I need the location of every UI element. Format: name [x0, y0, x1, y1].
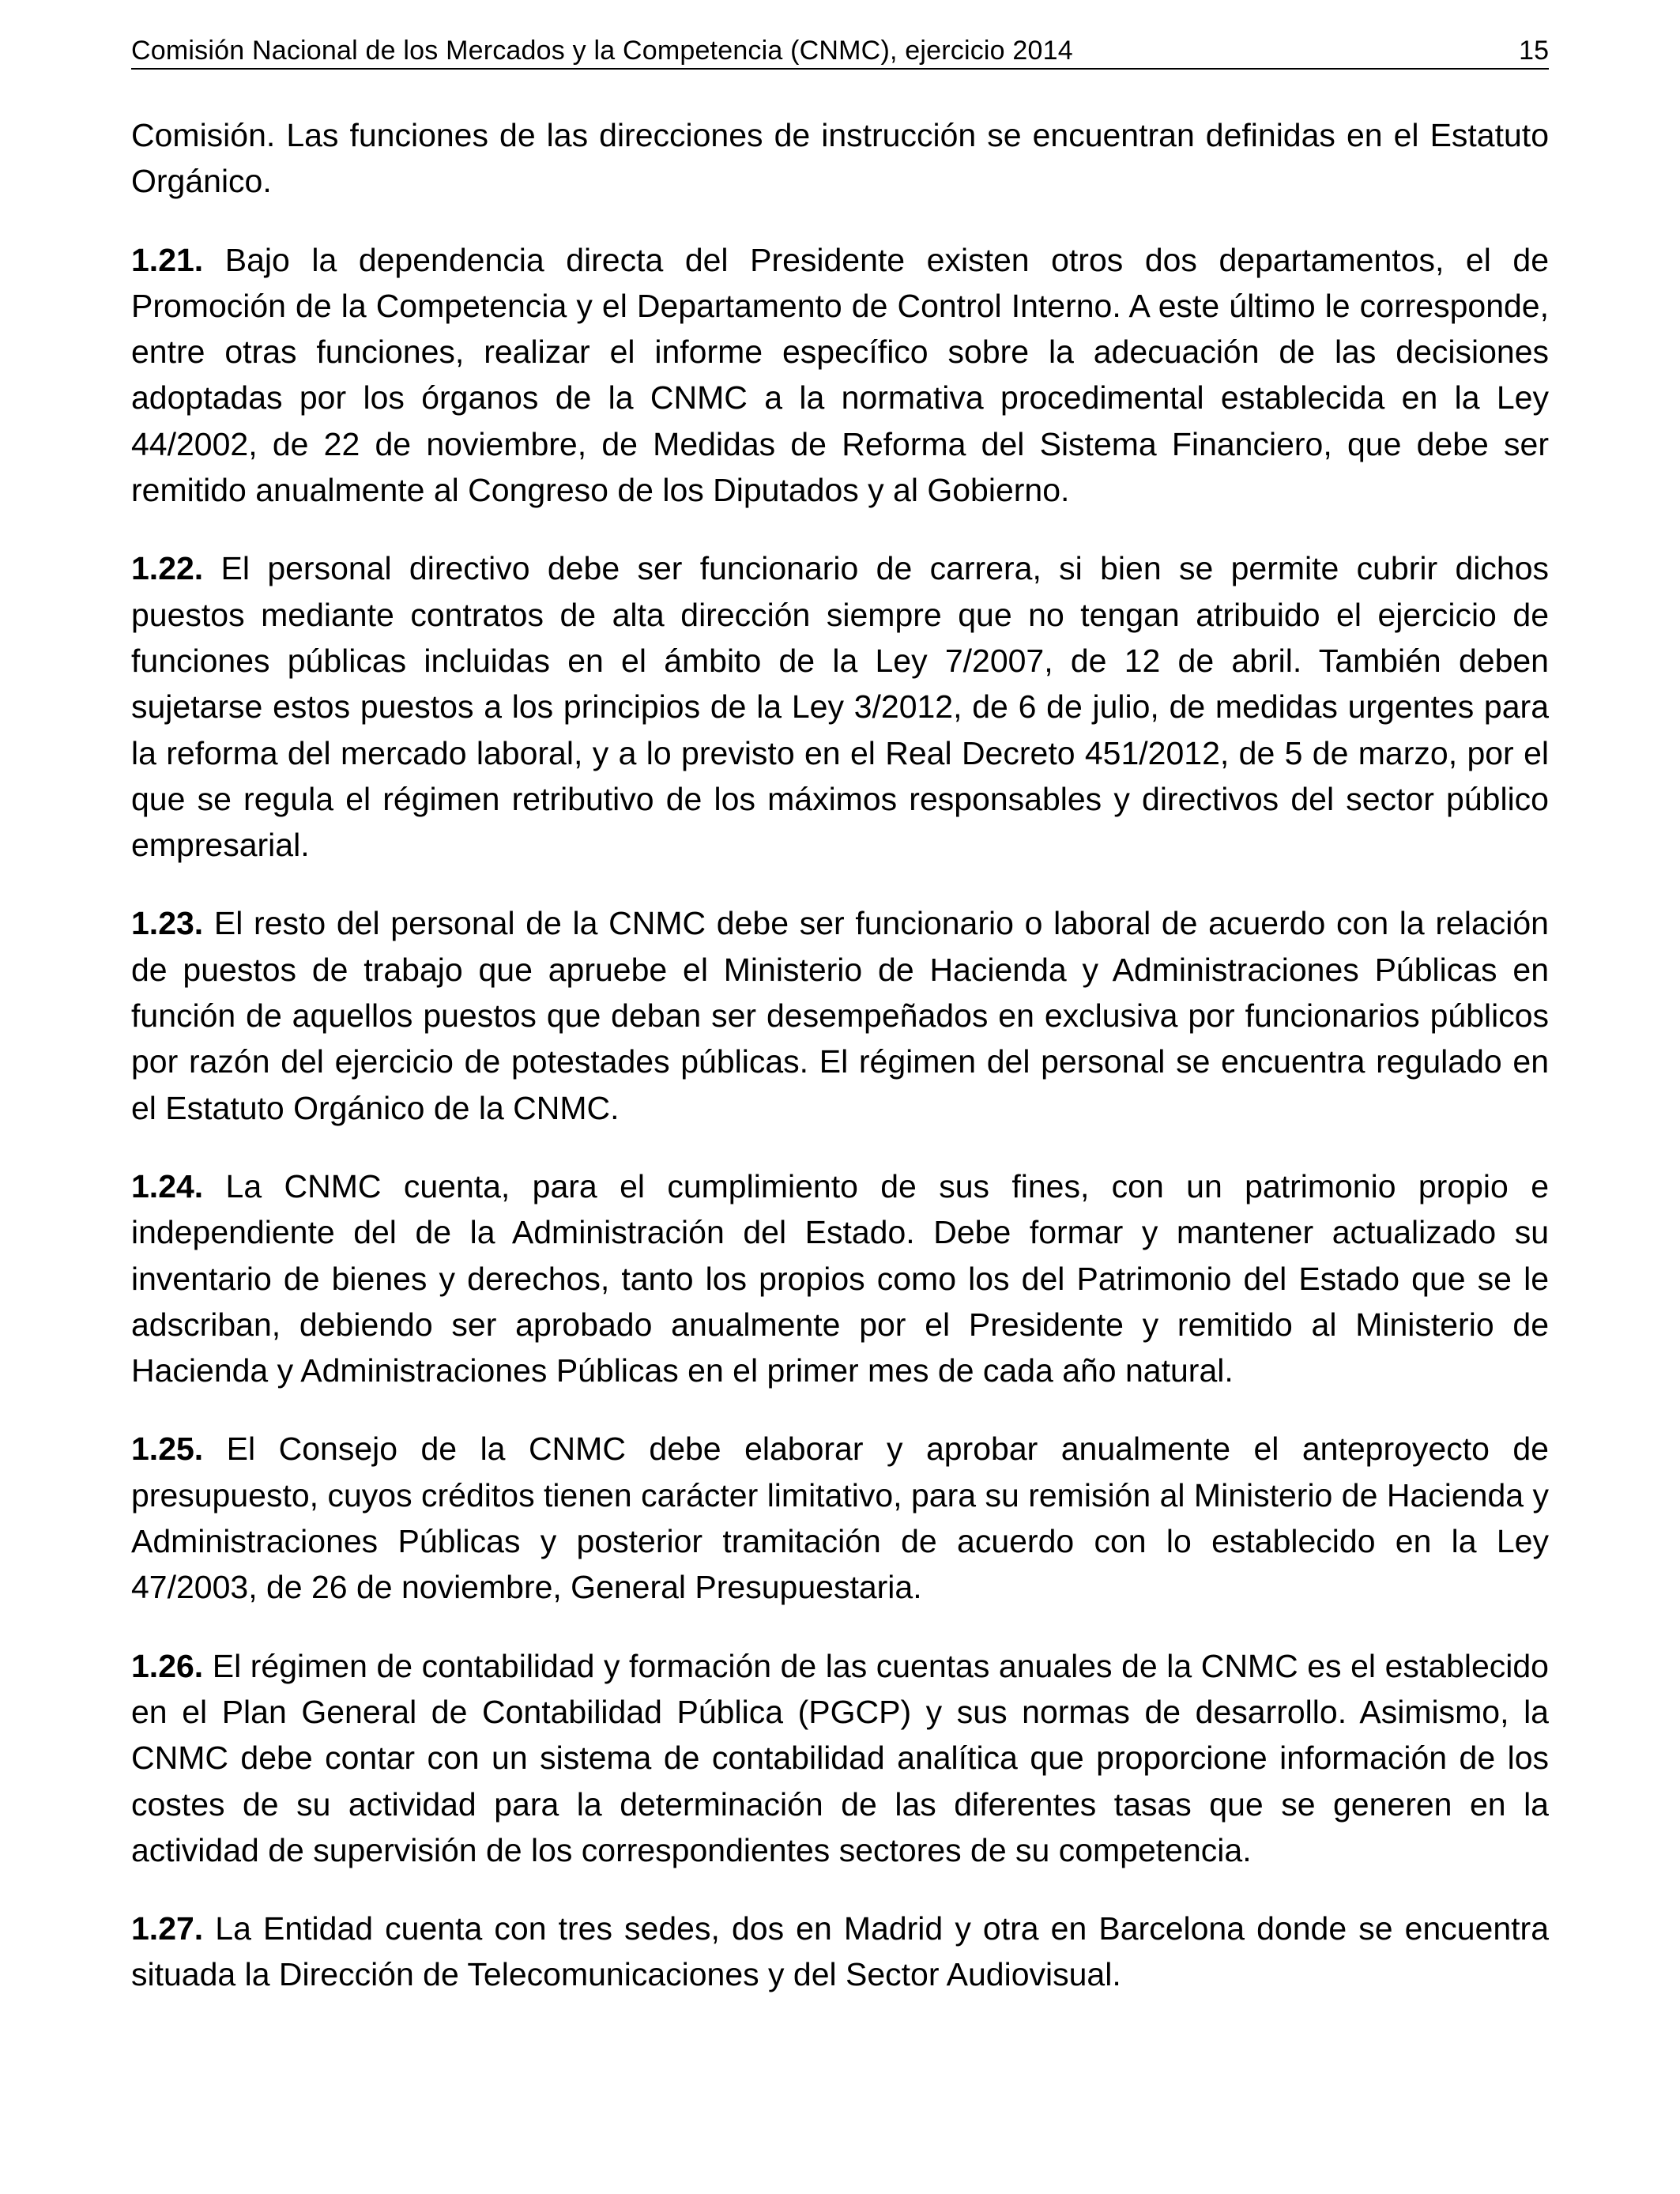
paragraph-text: Comisión. Las funciones de las direcciones de instrucción se encuentran definidas en el Estatuto Orgánico.	[131, 117, 1549, 200]
paragraph-text: El resto del personal de la CNMC debe ser funcionario o laboral de acuerdo con la relación de puestos de trabajo que apruebe el Ministerio de Hacienda y Administraciones Públicas en función de aquellos puestos que deban ser desempeñados en exclusiva por funcionarios públicos por razón del ejercicio de potestades públicas. El régimen del personal se encuentra regulado en el Estatuto Orgánico de la CNMC.	[131, 905, 1549, 1126]
document-body	[131, 112, 1549, 2030]
paragraph-number: 1.22.	[131, 550, 204, 587]
paragraph-text: El personal directivo debe ser funcionario de carrera, si bien se permite cubrir dichos puestos mediante contratos de alta dirección siempre que no tengan atribuido el ejercicio de funciones públicas incluidas en el ámbito de la Ley 7/2007, de 12 de abril. También deben sujetarse estos puestos a los principios de la Ley 3/2012, de 6 de julio, de medidas urgentes para la reforma del mercado laboral, y a lo previsto en el Real Decreto 451/2012, de 5 de marzo, por el que se regula el régimen retributivo de los máximos responsables y directivos del sector público empresarial.	[131, 550, 1549, 864]
page-header	[131, 32, 1549, 70]
paragraph-number: 1.21.	[131, 241, 204, 278]
paragraph-1-23	[131, 900, 1549, 1130]
paragraph-1-22	[131, 545, 1549, 868]
paragraph-text: La Entidad cuenta con tres sedes, dos en Madrid y otra en Barcelona donde se encuentra situada la Dirección de Telecomunicaciones y del Sector Audiovisual.	[131, 1910, 1549, 1993]
page-number: 15	[1519, 36, 1549, 66]
paragraph-text: El Consejo de la CNMC debe elaborar y aprobar anualmente el anteproyecto de presupuesto, cuyos créditos tienen carácter limitativo, para su remisión al Ministerio de Hacienda y Administraciones Públicas y posterior tramitación de acuerdo con lo establecido en la Ley 47/2003, de 26 de noviembre, General Presupuestaria.	[131, 1431, 1549, 1606]
paragraph-text: El régimen de contabilidad y formación de las cuentas anuales de la CNMC es el establecido en el Plan General de Contabilidad Pública (PGCP) y sus normas de desarrollo. Asimismo, la CNMC debe contar con un sistema de contabilidad analítica que proporcione información de los costes de su actividad para la determinación de las diferentes tasas que se generen en la actividad de supervisión de los correspondientes sectores de su competencia.	[131, 1647, 1549, 1868]
paragraph-1-24	[131, 1163, 1549, 1393]
paragraph-text: La CNMC cuenta, para el cumplimiento de sus fines, con un patrimonio propio e independiente del de la Administración del Estado. Debe formar y mantener actualizado su inventario de bienes y derechos, tanto los propios como los del Patrimonio del Estado que se le adscriban, debiendo ser aprobado anualmente por el Presidente y remitido al Ministerio de Hacienda y Administraciones Públicas en el primer mes de cada año natural.	[131, 1167, 1549, 1389]
paragraph-text: Bajo la dependencia directa del Presidente existen otros dos departamentos, el de Promoción de la Competencia y el Departamento de Control Interno. A este último le corresponde, entre otras funciones, realizar el informe específico sobre la adecuación de las decisiones adoptadas por los órganos de la CNMC a la normativa procedimental establecida en la Ley 44/2002, de 22 de noviembre, de Medidas de Reforma del Sistema Financiero, que debe ser remitido anualmente al Congreso de los Diputados y al Gobierno.	[131, 241, 1549, 509]
paragraph-1-27	[131, 1906, 1549, 1998]
header-title: Comisión Nacional de los Mercados y la Competencia (CNMC), ejercicio 2014	[131, 36, 1073, 66]
paragraph-1-25	[131, 1426, 1549, 1610]
paragraph-number: 1.24.	[131, 1167, 204, 1204]
paragraph-number: 1.23.	[131, 905, 204, 942]
paragraph-1-21	[131, 237, 1549, 514]
paragraph-1-26	[131, 1643, 1549, 1873]
paragraph-number: 1.27.	[131, 1910, 204, 1947]
paragraph-continuation	[131, 112, 1549, 205]
paragraph-number: 1.26.	[131, 1647, 204, 1684]
paragraph-number: 1.25.	[131, 1431, 204, 1468]
